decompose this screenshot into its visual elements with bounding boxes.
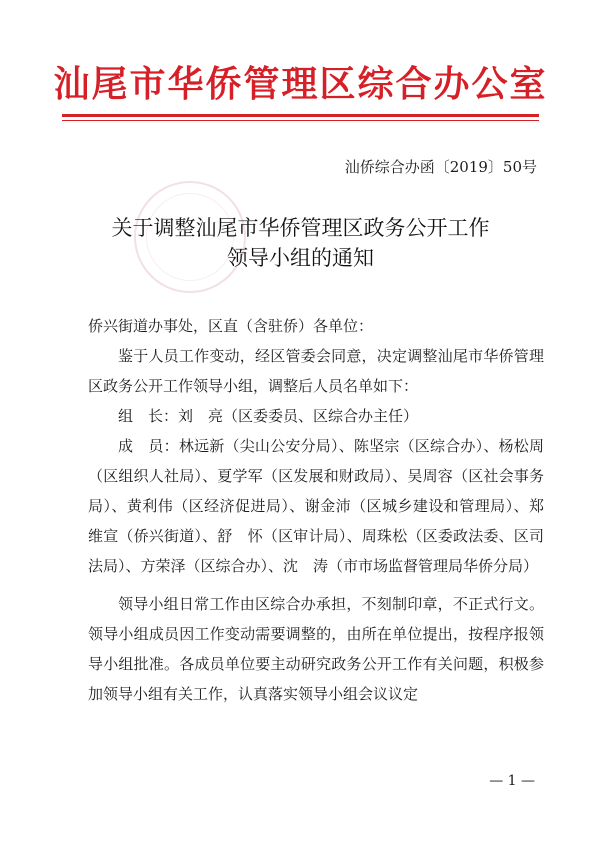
body-paragraph-members: 成 员：林远新（尖山公安分局）、陈坚宗（区综合办）、杨松周（区组织人社局）、夏学军（区发展和财政局）、吴周容（区社会事务局）、黄利伟（区经济促进局）、谢金沛（区城乡建设和管理局）、郑维宣（侨兴街道）、舒 怀（区审计局）、周珠松（区委政法委、区司法局）、方荣泽（区综合办）、沈 涛（市市场监督管理局华侨分局） [88,437,544,575]
body-paragraph-intro: 鉴于人员工作变动，经区管委会同意，决定调整汕尾市华侨管理区政务公开工作领导小组，调整后人员名单如下： [88,347,544,395]
body-paragraph-group-leader: 组 长：刘 亮（区委委员、区综合办主任） [118,407,419,425]
salutation: 侨兴街道办事处，区直（含驻侨）各单位： [88,317,374,335]
red-header-rule-thin [62,120,539,121]
body-paragraph-duties: 领导小组日常工作由区综合办承担，不刻制印章，不正式行文。领导小组成员因工作变动需要调整的，由所在单位提出，按程序报领导小组批准。各成员单位要主动研究政务公开工作有关问题，积极参加领导小组有关工作，认真落实领导小组会议议定 [88,595,544,703]
document-title-line-1: 关于调整汕尾市华侨管理区政务公开工作 [111,216,490,240]
page-number: — 1 — [489,773,535,789]
red-header-rule-thick [62,114,539,117]
document-number: 汕侨综合办函〔2019〕50号 [344,158,537,176]
document-title-line-2: 领导小组的通知 [227,246,374,270]
issuing-office-title: 汕尾市华侨管理区综合办公室 [53,63,548,105]
document-body [88,311,544,709]
